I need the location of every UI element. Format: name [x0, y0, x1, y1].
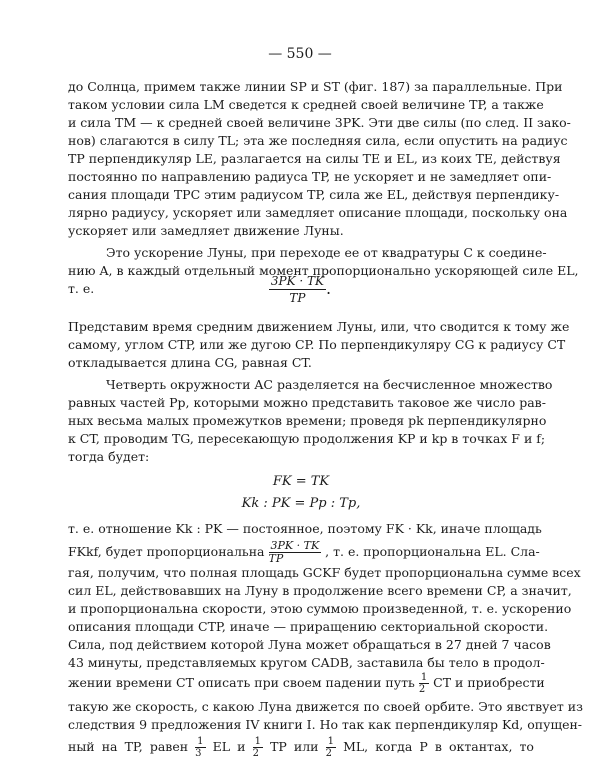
text-line: ных весьма малых промежутков времени; проведя pk перпендикулярно	[68, 413, 547, 428]
text-line: Это ускорение Луны, при переходе ее от квадратуры C к соедине-	[106, 245, 547, 260]
fraction-numerator: 1	[327, 736, 334, 747]
text-line: тогда будет:	[68, 449, 150, 464]
formula-numerator: 3PK · TK	[270, 274, 324, 288]
formula-line: Kk : PK = Pp : Tp,	[241, 496, 361, 511]
inline-fraction	[269, 540, 322, 565]
formula-line: FK = TK	[272, 474, 330, 489]
fraction-denominator: 2	[252, 748, 259, 759]
text-line: самому, углом CTP, или же дугою CP. По перпендикуляру CG к радиусу CT	[68, 337, 566, 352]
inline-fraction	[195, 736, 205, 759]
fraction-denominator: TP	[268, 552, 284, 565]
text-line: к CT, проводим TG, пересекающую продолжения KP и kp в точках F и f;	[68, 431, 546, 446]
text-line: гая, получим, что полная площадь GCKF будет пропорциональна сумме всех	[68, 565, 581, 580]
text-line-with-fraction	[68, 672, 545, 695]
text-line: 43 минуты, представляемых кругом CADB, заставила бы тело в продол-	[68, 655, 545, 670]
formula-denominator: TP	[289, 291, 306, 305]
text-line: следствия 9 предложения IV книги I. Но так как перпендикуляр Kd, опущен-	[68, 717, 583, 732]
text-line: равных частей Pp, которыми можно представить таковое же число рав-	[68, 395, 546, 410]
text-line: откладывается длина CG, равная CT.	[68, 355, 312, 370]
text-line: описания площади CTP, иначе — приращению секториальной скорости.	[68, 619, 549, 634]
formula-fraction	[0, 274, 600, 305]
text-line: такую же скорость, с какою Луна движется по своей орбите. Это явствует из	[68, 699, 583, 714]
text-line: таком условии сила LM сведется к средней своей величине TP, а также	[68, 97, 544, 112]
text-line: постоянно по направлению радиуса TP, не ускоряет и не замедляет опи-	[68, 169, 552, 184]
text-line: Представим время средним движением Луны, или, что сводится к тому же	[68, 319, 570, 334]
formula-tail: .	[326, 279, 332, 298]
text-line: ускоряет или замедляет движение Луны.	[68, 223, 344, 238]
text-segment: EL и	[212, 739, 246, 754]
page-number: — 550 —	[268, 46, 332, 62]
text-segment: , т. е. пропорциональна EL. Сла-	[325, 544, 540, 559]
text-line: сания площади TPC этим радиусом TP, сила же EL, действуя перпендику-	[68, 187, 560, 202]
text-line: до Солнца, примем также линии SP и ST (фиг. 187) за параллельные. При	[68, 79, 563, 94]
text-segment: ный на TP, равен	[68, 739, 189, 754]
fraction-denominator: 2	[418, 684, 426, 695]
text-line: и пропорциональна скорости, этою суммою произведенной, т. е. ускоренио	[68, 601, 572, 616]
text-segment: TP или	[270, 739, 319, 754]
text-segment: жении времени CT описать при своем падении путь	[68, 675, 415, 690]
text-line: лярно радиусу, ускоряет или замедляет описание площади, поскольку она	[68, 205, 568, 220]
text-line: TP перпендикуляр LE, разлагается на силы TE и EL, из коих TE, действуя	[68, 151, 561, 166]
text-segment: CT и приобрести	[433, 675, 545, 690]
fraction-numerator: 3PK · TK	[270, 539, 320, 552]
fraction-denominator: 2	[325, 748, 332, 759]
fraction-numerator: 1	[254, 736, 261, 747]
text-line-with-fractions	[68, 736, 534, 759]
text-line: Четверть окружности AC разделяется на бесчисленное множество	[106, 377, 553, 392]
text-segment: FKkf, будет пропорциональна	[68, 544, 265, 559]
text-line: сил EL, действовавших на Луну в продолжение всего времени CP, а значит,	[68, 583, 572, 598]
fraction-numerator: 1	[420, 672, 428, 683]
text-line: нию A, в каждый отдельный момент пропорционально ускоряющей силе EL,	[68, 263, 579, 278]
text-line: нов) слагаются в силу TL; эта же последняя сила, если опустить на радиус	[68, 133, 568, 148]
fraction-numerator: 1	[197, 736, 204, 747]
text-line: Сила, под действием которой Луна может обращаться в 27 дней 7 часов	[68, 637, 551, 652]
text-line: т. е. отношение Kk : PK — постоянное, поэтому FK · Kk, иначе площадь	[68, 521, 542, 536]
inline-fraction	[326, 736, 336, 759]
text-line-with-fraction	[68, 539, 540, 565]
inline-fraction	[419, 672, 429, 695]
inline-fraction	[253, 736, 263, 759]
fraction-denominator: 3	[195, 748, 202, 759]
text-line: и сила TM — к средней своей величине 3PK. Эти две силы (по след. II зако-	[68, 115, 571, 130]
text-line: т. е.	[68, 281, 95, 296]
text-segment: ML, когда P в октантах, то	[343, 739, 534, 754]
